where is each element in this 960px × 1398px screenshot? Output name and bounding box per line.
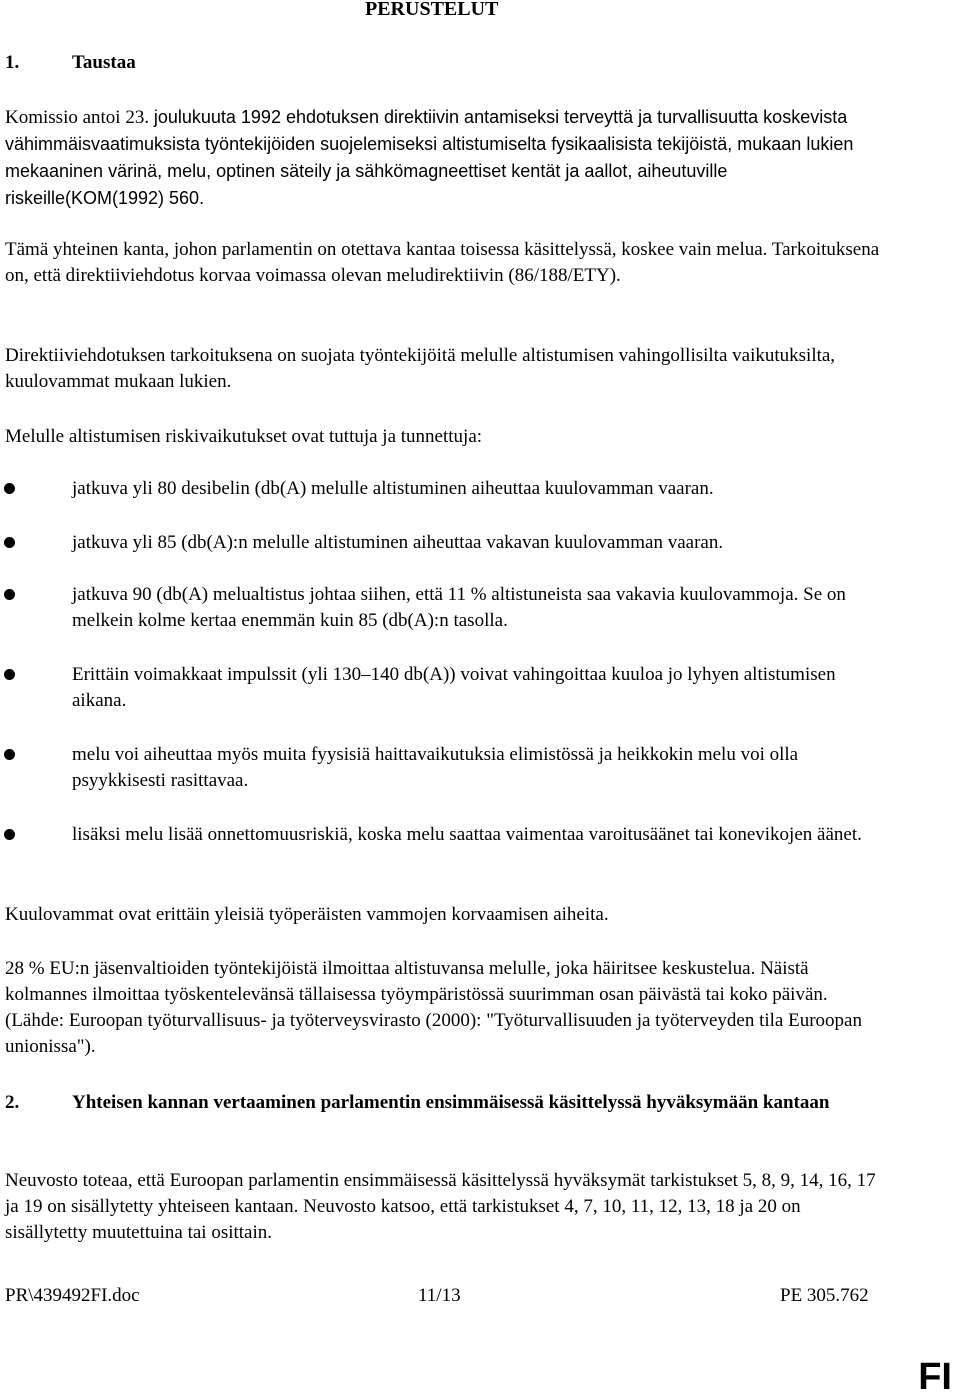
footer-reference: PE 305.762 <box>780 1285 869 1306</box>
paragraph-risks-intro: Melulle altistumisen riskivaikutukset ovat tuttuja ja tunnettuja: <box>5 426 483 447</box>
paragraph-intro-rest: joulukuuta 1992 ehdotuksen direktiivin antamiseksi terveyttä ja turvallisuutta koskevista vähimmäisvaatimuksista työntekijöiden suojelemiseksi altistumiselta fysikaalisista tekijöistä, mukaan lukien mekaaninen värinä, melu, optinen säteily ja sähkömagneettiset kentät ja aallot, aiheutuville riskeille(KOM(1992) 560. <box>5 107 854 208</box>
footer-doc-name: PR\439492FI.doc <box>5 1285 140 1306</box>
list-item-text: jatkuva yli 85 (db(A):n melulle altistuminen aiheuttaa vakavan kuulovamman vaaran. <box>72 532 724 553</box>
paragraph-statistics: 28 % EU:n jäsenvaltioiden työntekijöistä ilmoittaa altistuvansa melulle, joka häiritsee keskustelua. Näistä kolmannes ilmoittaa työskentelevänsä tällaisessa työympäristössä suurimman osan päivästä tai koko päivän. (Lähde: Euroopan työturvallisuus- ja työterveysvirasto (2000): "Työturvallisuuden ja työterveyden tila Euroopan unionissa"). <box>5 958 862 1057</box>
paragraph-purpose: Direktiiviehdotuksen tarkoituksena on suojata työntekijöitä melulle altistumisen vahingollisilta vaikutuksilta, kuulovammat mukaan lukien. <box>5 345 836 392</box>
list-item-text: jatkuva 90 (db(A) melualtistus johtaa siihen, että 11 % altistuneista saa vakavia kuulovammoja. Se on melkein kolme kertaa enemmän kuin 85 (db(A):n tasolla. <box>72 584 846 631</box>
section-2-title: Yhteisen kannan vertaaminen parlamentin ensimmäisessä käsittelyssä hyväksymään kantaan <box>72 1092 830 1113</box>
section-1-heading <box>0 50 900 76</box>
section-1-title: Taustaa <box>72 52 136 73</box>
paragraph-council: Neuvosto toteaa, että Euroopan parlamentin ensimmäisessä käsittelyssä hyväksymät tarkistukset 5, 8, 9, 14, 16, 17 ja 19 on sisällytetty yhteiseen kantaan. Neuvosto katsoo, että tarkistukset 4, 7, 10, 11, 12, 13, 18 ja 20 on sisällytetty muutettuina tai osittain. <box>5 1170 876 1243</box>
paragraph-common-position <box>5 237 885 289</box>
bullet-icon <box>4 589 15 600</box>
bullet-icon <box>4 829 15 840</box>
paragraph-hearing-damage: Kuulovammat ovat erittäin yleisiä työperäisten vammojen korvaamisen aiheita. <box>5 904 609 925</box>
paragraph-intro-start: Komissio antoi 23. <box>5 107 154 128</box>
section-1-number: 1. <box>5 52 20 73</box>
bullet-icon <box>4 537 15 548</box>
bullet-icon <box>4 669 15 680</box>
paragraph-intro <box>5 104 885 212</box>
language-code: FI <box>918 1356 952 1398</box>
section-2-heading <box>0 1090 900 1142</box>
paragraph-common-position-a: Tämä yhteinen kanta, johon parlamentin on otettava kantaa toisessa käsittelyssä, koskee vain melua. <box>5 239 768 260</box>
section-2-number: 2. <box>5 1092 20 1113</box>
list-item-text: melu voi aiheuttaa myös muita fyysisiä haittavaikutuksia elimistössä ja heikkokin melu voi olla psyykkisesti rasittavaa. <box>72 744 799 791</box>
footer-page-number: 11/13 <box>418 1285 461 1306</box>
paragraph-common-position-b: Tarkoituksena on, että direktiiviehdotus korvaa voimassa olevan meludirektiivin (86/188/ETY). <box>5 239 880 286</box>
bullet-icon <box>4 483 15 494</box>
bullet-icon <box>4 749 15 760</box>
page-title: PERUSTELUT <box>365 0 499 20</box>
list-item-text: lisäksi melu lisää onnettomuusriskiä, koska melu saattaa vaimentaa varoitusäänet tai konevikojen äänet. <box>72 824 862 845</box>
list-item-text: Erittäin voimakkaat impulssit (yli 130–140 db(A)) voivat vahingoittaa kuuloa jo lyhyen altistumisen aikana. <box>72 664 836 711</box>
list-item-text: jatkuva yli 80 desibelin (db(A) melulle altistuminen aiheuttaa kuulovamman vaaran. <box>72 478 714 499</box>
